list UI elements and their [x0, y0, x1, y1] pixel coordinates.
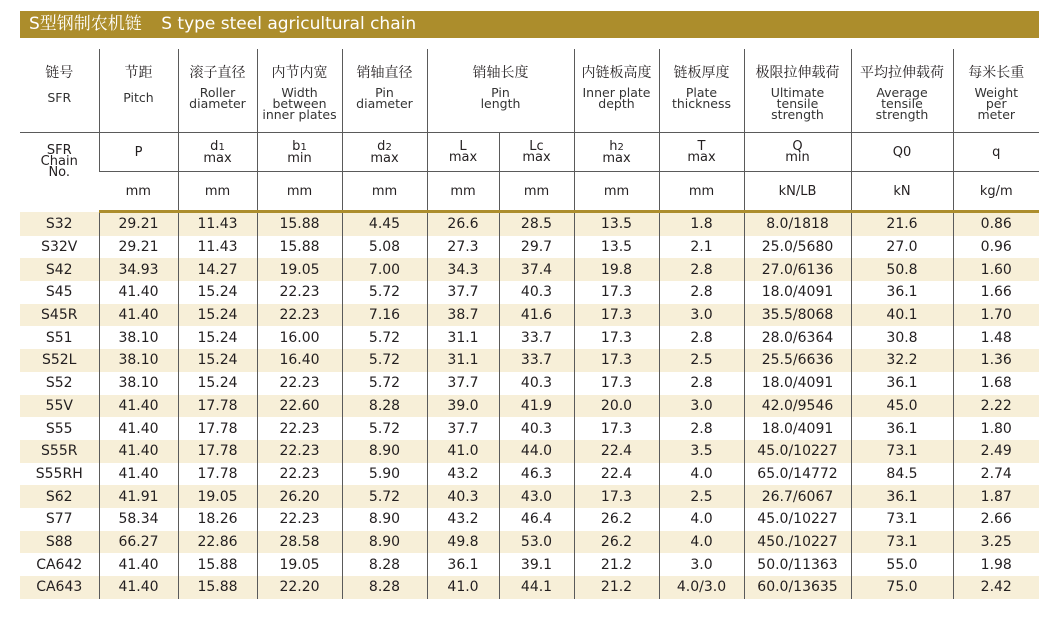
- table-cell: 4.0: [659, 531, 744, 554]
- symbol-cell: d1 max: [178, 133, 257, 172]
- chain-no-cell: CA642: [36, 556, 83, 573]
- unit-cell: mm: [499, 172, 574, 212]
- col-pin-diameter-header: 销轴直径 Pin diameter: [342, 49, 427, 133]
- table-cell: 40.3: [499, 372, 574, 395]
- chain-no-label: SFR Chain No.: [20, 133, 99, 212]
- table-cell: 2.8: [659, 258, 744, 281]
- table-cell: 50.8: [851, 258, 953, 281]
- table-row: [20, 531, 1039, 554]
- table-cell: 16.00: [257, 326, 342, 349]
- header-row-units: [20, 172, 1039, 212]
- symbol-cell: T max: [659, 133, 744, 172]
- symbol-cell: q: [953, 133, 1039, 172]
- col-pitch-header: 节距 Pitch: [99, 49, 178, 133]
- table-cell: 16.40: [257, 349, 342, 372]
- table-cell: 2.8: [659, 417, 744, 440]
- symbol-cell: P: [99, 133, 178, 172]
- table-cell: 2.8: [659, 372, 744, 395]
- table-cell: 40.3: [499, 281, 574, 304]
- table-row: [20, 576, 1039, 599]
- table-cell: 33.7: [499, 349, 574, 372]
- table-cell: 22.86: [178, 531, 257, 554]
- table-cell: 3.5: [659, 440, 744, 463]
- table-cell: 45.0/10227: [744, 508, 851, 531]
- table-cell: 17.3: [574, 372, 659, 395]
- table-cell: 1.80: [953, 417, 1039, 440]
- table-cell: 21.2: [574, 576, 659, 599]
- unit-cell: kN/LB: [744, 172, 851, 212]
- table-row: [20, 508, 1039, 531]
- table-cell: 2.8: [659, 326, 744, 349]
- chain-no-cell: S52L: [20, 349, 99, 372]
- table-cell: 58.34: [99, 508, 178, 531]
- table-cell: 55.0: [851, 553, 953, 576]
- table-cell: 38.10: [99, 372, 178, 395]
- table-cell: 8.0/1818: [744, 212, 851, 236]
- table-cell: 46.4: [499, 508, 574, 531]
- table-row: [20, 372, 1039, 395]
- symbol-cell: Q min: [744, 133, 851, 172]
- table-cell: 22.23: [257, 508, 342, 531]
- table-cell: 40.1: [851, 304, 953, 327]
- table-cell: 41.40: [99, 463, 178, 486]
- table-cell: 17.3: [574, 417, 659, 440]
- header-row-names: [20, 49, 1039, 133]
- table-cell: 25.5/6636: [744, 349, 851, 372]
- table-cell: 8.90: [342, 440, 427, 463]
- table-cell: 22.60: [257, 395, 342, 418]
- table-cell: 27.0/6136: [744, 258, 851, 281]
- table-cell: 2.49: [953, 440, 1039, 463]
- table-cell: 42.0/9546: [744, 395, 851, 418]
- table-cell: 5.72: [342, 485, 427, 508]
- table-row: [20, 236, 1039, 259]
- table-cell: 8.28: [342, 553, 427, 576]
- table-cell: 2.5: [659, 349, 744, 372]
- table-cell: 22.23: [257, 372, 342, 395]
- table-cell: 20.0: [574, 395, 659, 418]
- table-cell: 19.8: [574, 258, 659, 281]
- table-cell: 15.24: [178, 372, 257, 395]
- unit-cell: mm: [257, 172, 342, 212]
- table-cell: 21.2: [574, 553, 659, 576]
- title-en: S type steel agricultural chain: [161, 14, 417, 34]
- table-cell: 73.1: [851, 531, 953, 554]
- table-cell: 34.93: [99, 258, 178, 281]
- col-average-strength-header: 平均拉伸载荷 Average tensile strength: [851, 49, 953, 133]
- table-row: [20, 349, 1039, 372]
- table-cell: 15.24: [178, 281, 257, 304]
- table-cell: 38.10: [99, 326, 178, 349]
- table-cell: 26.2: [574, 531, 659, 554]
- table-cell: 36.1: [851, 372, 953, 395]
- table-cell: 34.3: [427, 258, 499, 281]
- unit-cell: mm: [99, 172, 178, 212]
- table-cell: 22.23: [257, 440, 342, 463]
- table-cell: 11.43: [178, 212, 257, 236]
- table-row: [20, 304, 1039, 327]
- table-cell: 1.70: [953, 304, 1039, 327]
- table-cell: 17.78: [178, 440, 257, 463]
- title-cn: S型钢制农机链: [29, 14, 142, 34]
- table-cell: 41.40: [99, 440, 178, 463]
- table-cell: 53.0: [499, 531, 574, 554]
- table-cell: 37.7: [427, 417, 499, 440]
- chain-no-cell: S32V: [41, 239, 78, 256]
- unit-cell: mm: [178, 172, 257, 212]
- table-cell: 36.1: [851, 417, 953, 440]
- col-pin-length-header: 销轴长度 Pin length: [427, 49, 574, 133]
- table-cell: 2.22: [953, 395, 1039, 418]
- table-cell: 41.9: [499, 395, 574, 418]
- header-row-symbols: [20, 133, 1039, 172]
- chain-no-cell: S55: [45, 420, 73, 437]
- table-cell: 2.8: [659, 281, 744, 304]
- col-plate-thickness-header: 链板厚度 Plate thickness: [659, 49, 744, 133]
- table-cell: 28.5: [499, 212, 574, 236]
- table-cell: 66.27: [99, 531, 178, 554]
- chain-no-cell: S42: [20, 258, 99, 281]
- col-weight-header: 每米长重 Weight per meter: [953, 49, 1039, 133]
- table-cell: 37.7: [427, 372, 499, 395]
- table-cell: 17.3: [574, 281, 659, 304]
- table-cell: 27.0: [851, 236, 953, 259]
- table-cell: 40.3: [427, 485, 499, 508]
- chain-no-cell: S52: [45, 375, 73, 392]
- table-cell: 5.08: [342, 236, 427, 259]
- table-cell: 41.40: [99, 304, 178, 327]
- table-cell: 27.3: [427, 236, 499, 259]
- table-cell: 18.0/4091: [744, 372, 851, 395]
- unit-cell: kN: [851, 172, 953, 212]
- table-cell: 19.05: [257, 553, 342, 576]
- table-cell: 60.0/13635: [744, 576, 851, 599]
- table-cell: 28.58: [257, 531, 342, 554]
- table-header: [20, 49, 1039, 212]
- table-cell: 41.40: [99, 281, 178, 304]
- table-cell: 5.90: [342, 463, 427, 486]
- table-cell: 18.0/4091: [744, 281, 851, 304]
- table-cell: 17.3: [574, 304, 659, 327]
- table-cell: 1.68: [953, 372, 1039, 395]
- table-cell: 38.7: [427, 304, 499, 327]
- table-row: [20, 281, 1039, 304]
- table-cell: 3.25: [953, 531, 1039, 554]
- table-cell: 3.0: [659, 395, 744, 418]
- table-cell: 14.27: [178, 258, 257, 281]
- table-cell: 26.20: [257, 485, 342, 508]
- table-cell: 37.4: [499, 258, 574, 281]
- table-cell: 36.1: [851, 485, 953, 508]
- table-cell: 8.28: [342, 395, 427, 418]
- table-cell: 22.23: [257, 417, 342, 440]
- table-cell: 44.1: [499, 576, 574, 599]
- chain-no-cell: S77: [45, 511, 73, 528]
- table-cell: 75.0: [851, 576, 953, 599]
- table-cell: 38.10: [99, 349, 178, 372]
- table-cell: 17.78: [178, 417, 257, 440]
- table-row: [20, 212, 1039, 236]
- col-chain-no-header: 链号 SFR: [45, 65, 74, 105]
- table-cell: 15.88: [257, 236, 342, 259]
- table-cell: 41.40: [99, 576, 178, 599]
- table-cell: 37.7: [427, 281, 499, 304]
- table-cell: 22.20: [257, 576, 342, 599]
- table-cell: 45.0/10227: [744, 440, 851, 463]
- table-cell: 1.66: [953, 281, 1039, 304]
- table-cell: 13.5: [574, 236, 659, 259]
- table-cell: 40.3: [499, 417, 574, 440]
- symbol-cell: b1 min: [257, 133, 342, 172]
- table-cell: 36.1: [427, 553, 499, 576]
- table-cell: 13.5: [574, 212, 659, 236]
- table-cell: 17.3: [574, 485, 659, 508]
- table-cell: 31.1: [427, 326, 499, 349]
- chain-no-cell: S51: [45, 329, 73, 346]
- table-row: [20, 395, 1039, 418]
- table-cell: 450./10227: [744, 531, 851, 554]
- table-cell: 5.72: [342, 372, 427, 395]
- table-cell: 3.0: [659, 553, 744, 576]
- table-cell: 17.3: [574, 349, 659, 372]
- table-cell: 2.66: [953, 508, 1039, 531]
- table-cell: 84.5: [851, 463, 953, 486]
- table-cell: 1.60: [953, 258, 1039, 281]
- symbol-cell: d2 max: [342, 133, 427, 172]
- table-cell: 41.0: [427, 576, 499, 599]
- table-cell: 46.3: [499, 463, 574, 486]
- table-cell: 25.0/5680: [744, 236, 851, 259]
- table-cell: 36.1: [851, 281, 953, 304]
- table-cell: 11.43: [178, 236, 257, 259]
- table-cell: 15.88: [257, 212, 342, 236]
- table-cell: 2.42: [953, 576, 1039, 599]
- table-cell: 26.2: [574, 508, 659, 531]
- table-cell: 43.0: [499, 485, 574, 508]
- table-cell: 17.78: [178, 395, 257, 418]
- table-cell: 35.5/8068: [744, 304, 851, 327]
- table-cell: 28.0/6364: [744, 326, 851, 349]
- table-cell: 5.72: [342, 326, 427, 349]
- table-cell: 1.36: [953, 349, 1039, 372]
- table-cell: 41.40: [99, 417, 178, 440]
- col-inner-plate-depth-header: 内链板高度 Inner plate depth: [574, 49, 659, 133]
- table-cell: 22.4: [574, 463, 659, 486]
- col-roller-diameter-header: 滚子直径 Roller diameter: [178, 49, 257, 133]
- table-cell: 8.28: [342, 576, 427, 599]
- table-cell: 21.6: [851, 212, 953, 236]
- table-cell: 1.8: [659, 212, 744, 236]
- title-banner: [20, 11, 1039, 38]
- table-cell: 5.72: [342, 281, 427, 304]
- chain-no-cell: S45R: [20, 304, 99, 327]
- table-cell: 22.4: [574, 440, 659, 463]
- table-cell: 4.0: [659, 463, 744, 486]
- table-cell: 44.0: [499, 440, 574, 463]
- table-cell: 8.90: [342, 531, 427, 554]
- table-cell: 17.78: [178, 463, 257, 486]
- table-row: [20, 553, 1039, 576]
- symbol-cell: L max: [427, 133, 499, 172]
- chain-no-cell: S88: [20, 531, 99, 554]
- col-inner-width-header: 内节内宽 Width between inner plates: [257, 49, 342, 133]
- symbol-cell: Q0: [851, 133, 953, 172]
- table-row: [20, 485, 1039, 508]
- table-cell: 7.00: [342, 258, 427, 281]
- table-cell: 45.0: [851, 395, 953, 418]
- table-cell: 29.21: [99, 212, 178, 236]
- table-cell: 15.88: [178, 576, 257, 599]
- unit-cell: mm: [574, 172, 659, 212]
- table-row: [20, 440, 1039, 463]
- unit-cell: mm: [427, 172, 499, 212]
- table-cell: 15.88: [178, 553, 257, 576]
- table-cell: 15.24: [178, 304, 257, 327]
- table-cell: 15.24: [178, 349, 257, 372]
- table-cell: 2.5: [659, 485, 744, 508]
- table-cell: 15.24: [178, 326, 257, 349]
- table-cell: 73.1: [851, 508, 953, 531]
- table-cell: 65.0/14772: [744, 463, 851, 486]
- table-cell: 8.90: [342, 508, 427, 531]
- chain-no-cell: S32: [20, 212, 99, 236]
- unit-cell: mm: [659, 172, 744, 212]
- table-row: [20, 417, 1039, 440]
- table-cell: 2.1: [659, 236, 744, 259]
- unit-cell: kg/m: [953, 172, 1039, 212]
- table-cell: 43.2: [427, 463, 499, 486]
- table-row: [20, 463, 1039, 486]
- table-cell: 41.91: [99, 485, 178, 508]
- table-cell: 18.0/4091: [744, 417, 851, 440]
- table-row: [20, 258, 1039, 281]
- table-cell: 41.0: [427, 440, 499, 463]
- chain-no-cell: 55V: [20, 395, 99, 418]
- unit-cell: mm: [342, 172, 427, 212]
- chain-no-cell: CA643: [20, 576, 99, 599]
- table-cell: 39.0: [427, 395, 499, 418]
- table-cell: 5.72: [342, 417, 427, 440]
- table-cell: 26.7/6067: [744, 485, 851, 508]
- table-cell: 22.23: [257, 281, 342, 304]
- symbol-cell: h2 max: [574, 133, 659, 172]
- table-cell: 18.26: [178, 508, 257, 531]
- table-cell: 1.98: [953, 553, 1039, 576]
- table-cell: 41.40: [99, 395, 178, 418]
- table-cell: 49.8: [427, 531, 499, 554]
- table-cell: 0.86: [953, 212, 1039, 236]
- table-cell: 39.1: [499, 553, 574, 576]
- table-cell: 32.2: [851, 349, 953, 372]
- table-row: [20, 326, 1039, 349]
- table-cell: 30.8: [851, 326, 953, 349]
- table-cell: 17.3: [574, 326, 659, 349]
- table-cell: 31.1: [427, 349, 499, 372]
- col-ultimate-strength-header: 极限拉伸载荷 Ultimate tensile strength: [744, 49, 851, 133]
- table-cell: 22.23: [257, 304, 342, 327]
- table-cell: 41.40: [99, 553, 178, 576]
- table-cell: 43.2: [427, 508, 499, 531]
- chain-no-cell: S62: [20, 485, 99, 508]
- chain-no-cell: S55RH: [35, 465, 83, 482]
- table-cell: 41.6: [499, 304, 574, 327]
- table-cell: 7.16: [342, 304, 427, 327]
- table-cell: 4.0: [659, 508, 744, 531]
- table-cell: 4.45: [342, 212, 427, 236]
- table-cell: 2.74: [953, 463, 1039, 486]
- chain-no-cell: S55R: [20, 440, 99, 463]
- table-cell: 29.21: [99, 236, 178, 259]
- table-cell: 1.87: [953, 485, 1039, 508]
- table-cell: 22.23: [257, 463, 342, 486]
- table-cell: 0.96: [953, 236, 1039, 259]
- table-cell: 29.7: [499, 236, 574, 259]
- table-cell: 1.48: [953, 326, 1039, 349]
- table-cell: 3.0: [659, 304, 744, 327]
- spec-table: [20, 49, 1039, 599]
- table-cell: 4.0/3.0: [659, 576, 744, 599]
- table-cell: 73.1: [851, 440, 953, 463]
- symbol-cell: Lc max: [499, 133, 574, 172]
- table-cell: 19.05: [178, 485, 257, 508]
- table-cell: 5.72: [342, 349, 427, 372]
- table-cell: 19.05: [257, 258, 342, 281]
- table-cell: 26.6: [427, 212, 499, 236]
- chain-no-cell: S45: [45, 284, 73, 301]
- table-cell: 33.7: [499, 326, 574, 349]
- table-cell: 50.0/11363: [744, 553, 851, 576]
- table-body: [20, 212, 1039, 599]
